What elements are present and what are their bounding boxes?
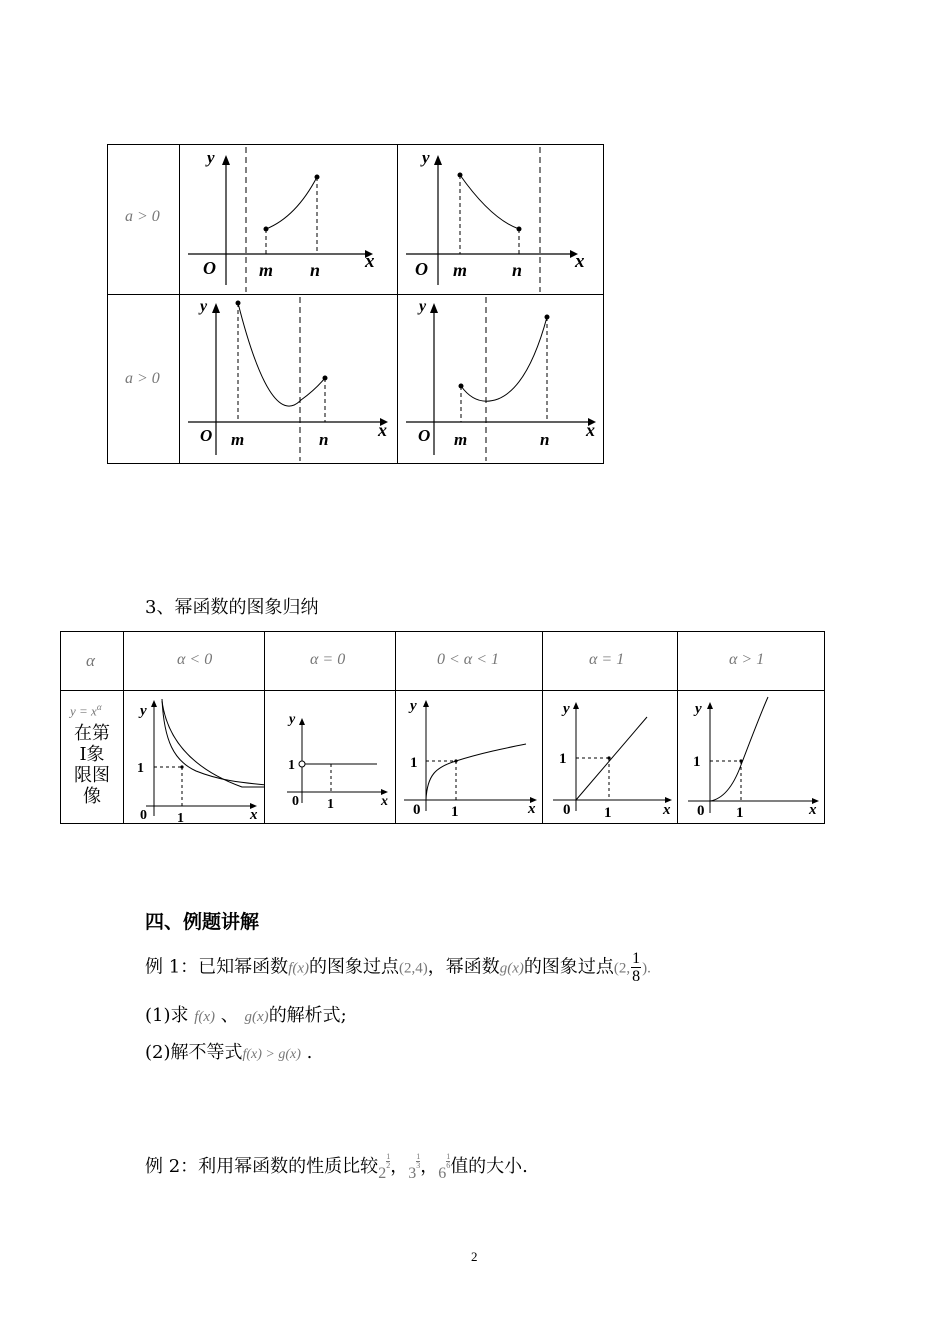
svg-text:1: 1 xyxy=(736,805,744,821)
example1-line: 例 1：已知幂函数f(x)的图象过点(2,4)，幂函数g(x)的图象过点(2, $\frac{1}{8}$ ). xyxy=(145,950,651,985)
graph-alpha-neg xyxy=(124,691,264,823)
curve xyxy=(460,175,519,229)
curve xyxy=(710,697,768,801)
graph-alpha-one xyxy=(543,691,677,823)
point-n xyxy=(315,175,320,180)
svg-text:x: x xyxy=(575,251,585,272)
svg-text:n: n xyxy=(512,260,523,280)
svg-text:1: 1 xyxy=(137,761,144,776)
graph-dec-inc-right xyxy=(180,295,397,463)
curve xyxy=(238,303,325,406)
line-y-eq-x xyxy=(576,717,647,800)
row-label-text: 在第 I象 限图 像 xyxy=(74,723,110,807)
header-alpha: α xyxy=(86,651,95,670)
svg-text:m: m xyxy=(454,430,468,449)
question2-line: (2)解不等式f(x) > g(x) . xyxy=(145,1042,313,1063)
svg-text:y: y xyxy=(410,698,417,714)
svg-text:1: 1 xyxy=(410,755,418,771)
svg-text:0: 0 xyxy=(292,794,299,809)
header-alpha-gt-1: α > 1 xyxy=(729,651,765,668)
graph-dec-inc-left xyxy=(398,295,603,463)
page-number: 2 xyxy=(471,1249,478,1264)
m-label: m xyxy=(259,260,274,280)
table-power-functions xyxy=(60,631,825,824)
row1-label: a > 0 xyxy=(125,208,160,225)
svg-text:x: x xyxy=(586,420,595,440)
origin-label: O xyxy=(203,258,216,278)
svg-text:y: y xyxy=(695,701,702,717)
svg-text:x: x xyxy=(250,807,258,823)
svg-text:1: 1 xyxy=(327,797,334,812)
svg-text:1: 1 xyxy=(604,805,612,821)
header-alpha-eq-0: α = 0 xyxy=(310,651,346,668)
svg-text:y: y xyxy=(422,148,430,167)
svg-text:x: x xyxy=(528,801,536,817)
svg-text:O: O xyxy=(415,259,428,279)
graph-alpha-zero xyxy=(265,691,395,823)
curve xyxy=(162,699,264,788)
svg-text:m: m xyxy=(231,430,245,449)
svg-text:O: O xyxy=(418,426,431,445)
svg-text:0: 0 xyxy=(563,802,571,818)
svg-text:0: 0 xyxy=(140,808,147,823)
svg-text:O: O xyxy=(200,426,213,445)
n-label: n xyxy=(310,260,321,280)
y-arrow xyxy=(222,155,230,165)
graph-alpha-gt-one xyxy=(678,691,824,823)
svg-text:x: x xyxy=(378,420,387,440)
example2-line: 例 2：利用幂函数的性质比较2 $\frac{1}{2}$ ，3 $\frac{1}{3}$ ，6 $\frac{1}{6}$ 值的大小. xyxy=(145,1152,528,1182)
svg-text:1: 1 xyxy=(559,751,567,767)
curve xyxy=(426,744,526,800)
svg-text:n: n xyxy=(319,430,329,449)
svg-text:x: x xyxy=(381,794,388,809)
header-alpha-eq-1: α = 1 xyxy=(589,651,625,668)
table-monotone-cases xyxy=(107,144,604,464)
curve xyxy=(266,177,317,229)
header-alpha-lt-0: α < 0 xyxy=(177,651,213,668)
svg-text:x: x xyxy=(809,802,817,818)
svg-text:0: 0 xyxy=(413,802,421,818)
row-label-formula: $y = x^\alpha$ xyxy=(70,702,102,719)
svg-text:y: y xyxy=(563,701,570,717)
svg-text:y: y xyxy=(140,703,147,719)
svg-text:1: 1 xyxy=(177,811,184,823)
question1-line: (1)求 f(x) 、 g(x)的解析式; xyxy=(145,1005,347,1026)
svg-text:y: y xyxy=(200,298,208,315)
section3-heading: 3、幂函数的图象归纳 xyxy=(145,597,319,618)
graph-alpha-between xyxy=(396,691,542,823)
svg-text:m: m xyxy=(453,260,468,280)
svg-text:1: 1 xyxy=(451,804,459,820)
x-label: x xyxy=(365,251,375,272)
row2-label: a > 0 xyxy=(125,370,160,387)
curve xyxy=(461,317,547,401)
open-point xyxy=(299,761,305,767)
graph-decreasing xyxy=(398,145,603,294)
svg-text:y: y xyxy=(289,712,296,727)
svg-text:1: 1 xyxy=(288,758,295,773)
svg-text:1: 1 xyxy=(693,754,701,770)
fraction-one-eighth: $\frac{1}{8}$ xyxy=(632,950,641,985)
svg-text:y: y xyxy=(419,298,427,315)
y-label: y xyxy=(207,148,215,167)
svg-text:n: n xyxy=(540,430,550,449)
header-alpha-between: 0 < α < 1 xyxy=(437,651,499,668)
graph-increasing xyxy=(180,145,397,294)
point-m xyxy=(264,227,269,232)
svg-text:0: 0 xyxy=(697,803,705,819)
section4-heading: 四、例题讲解 xyxy=(145,911,260,933)
svg-text:x: x xyxy=(663,802,671,818)
